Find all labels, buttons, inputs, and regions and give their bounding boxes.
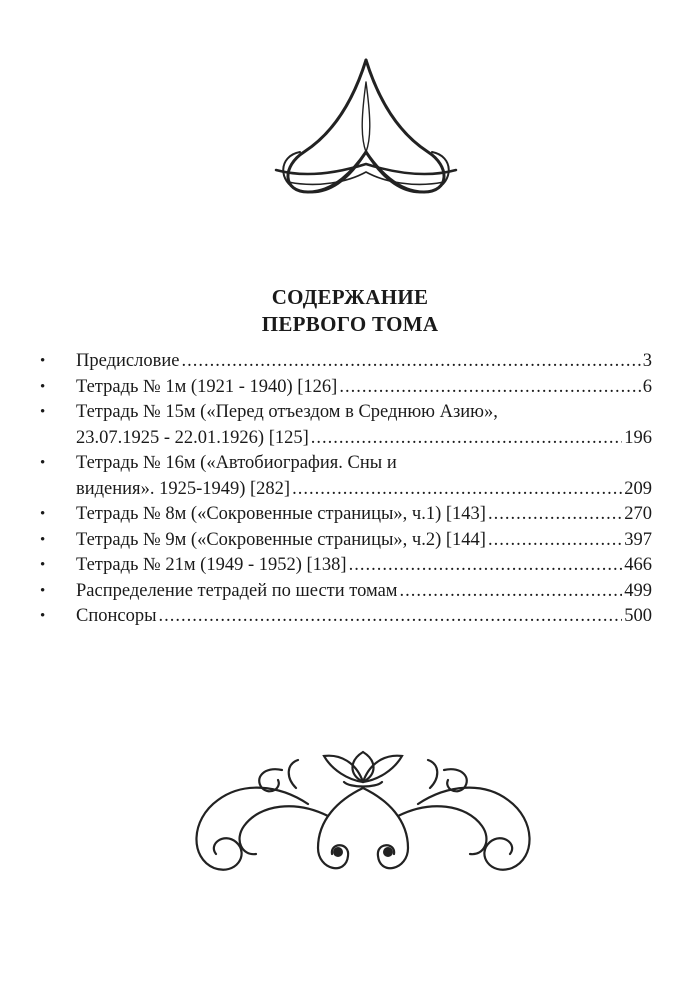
toc-title-line-2: ПЕРВОГО ТОМА <box>261 312 439 336</box>
toc-entry-distribution[interactable] <box>40 579 652 605</box>
toc-entry-page: 196 <box>624 427 652 448</box>
leader-dots <box>488 502 622 528</box>
toc-entry-text: • Тетрадь № 1м (1921 - 1940) [126] <box>76 376 338 397</box>
leader-dots <box>311 426 622 452</box>
leader-dots <box>181 349 640 375</box>
leader-dots <box>488 528 622 554</box>
toc-entry-notebook-8m[interactable] <box>40 502 652 528</box>
toc-entry-page: 499 <box>624 580 652 601</box>
toc-entry-text: • Распределение тетрадей по шести томам <box>76 580 398 601</box>
toc-entry-notebook-1m[interactable] <box>40 375 652 401</box>
toc-entry-text-line-1: • Тетрадь № 16м («Автобиография. Сны и <box>76 453 397 473</box>
toc-entry-text: • Тетрадь № 8м («Сокровенные страницы», ч.1) [143] <box>76 504 486 524</box>
toc-entry-text: видения». 1925-1949) [282] <box>76 478 291 499</box>
toc-entry-page: 6 <box>642 376 652 397</box>
toc-title-line-1: СОДЕРЖАНИЕ <box>271 285 429 309</box>
toc-entry-text: • Тетрадь № 9м («Сокровенные страницы», ч.2) [144] <box>76 529 486 550</box>
toc-entry-text: • Тетрадь № 21м (1949 - 1952) [138] <box>76 555 347 575</box>
leader-dots <box>292 477 622 503</box>
toc-entry-page: 397 <box>624 529 652 550</box>
toc-entry-notebook-16m[interactable] <box>40 451 652 502</box>
leader-dots <box>349 553 623 579</box>
toc-entry-page: 209 <box>624 478 652 499</box>
toc-entry-notebook-21m[interactable] <box>40 553 652 579</box>
leader-dots <box>159 604 623 630</box>
toc-entry-text-line-1: • Тетрадь № 15м («Перед отъездом в Среднюю Азию», <box>76 402 498 422</box>
leader-dots <box>400 579 623 605</box>
toc-entry-text: • Предисловие <box>76 351 180 371</box>
toc-entry-notebook-15m[interactable] <box>40 400 652 451</box>
bottom-ornament-lotus-flourish <box>178 730 548 900</box>
toc-entry-page: 270 <box>624 504 652 524</box>
toc-entry-text: • Спонсоры <box>76 606 157 626</box>
table-of-contents <box>40 349 652 630</box>
toc-entry-page: 3 <box>642 351 652 371</box>
toc-entry-page: 466 <box>624 555 652 575</box>
top-ornament-flourish <box>268 52 464 214</box>
toc-entry-notebook-9m[interactable] <box>40 528 652 554</box>
toc-entry-text: 23.07.1925 - 22.01.1926) [125] <box>76 427 309 448</box>
leader-dots <box>339 375 640 401</box>
toc-entry-preface[interactable] <box>40 349 652 375</box>
toc-entry-sponsors[interactable] <box>40 604 652 630</box>
toc-entry-page: 500 <box>624 606 652 626</box>
